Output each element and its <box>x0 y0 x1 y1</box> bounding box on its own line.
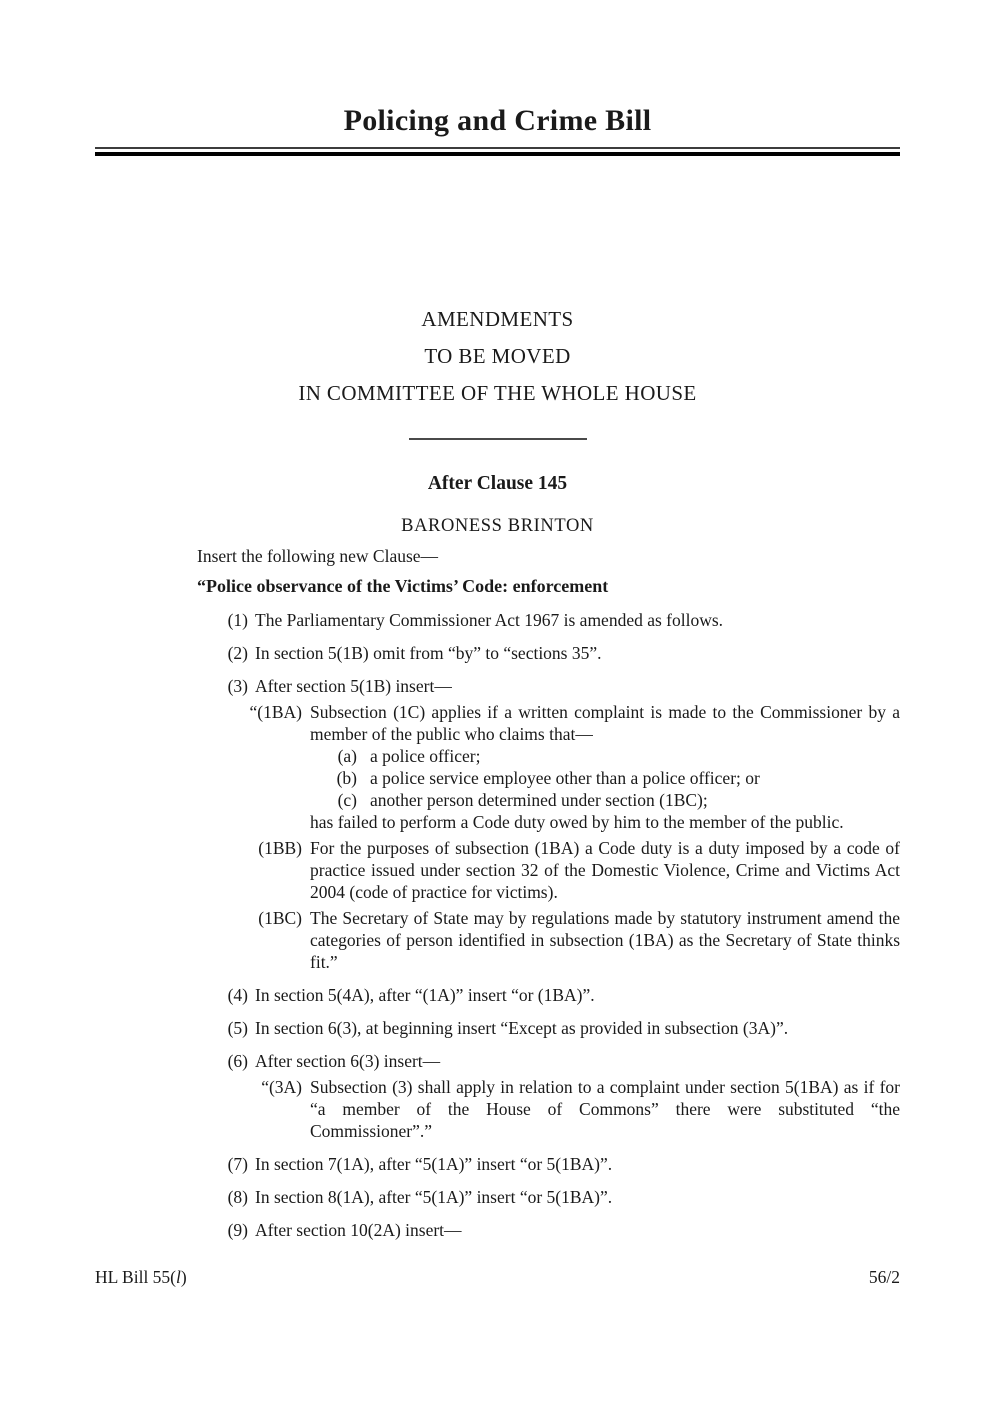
title-double-rule <box>95 147 900 156</box>
paragraph-letter: (b) <box>336 768 357 788</box>
bill-number <box>95 1266 187 1288</box>
paragraph-text: a police service employee other than a police officer; or <box>370 768 760 788</box>
subsection-number: (9) <box>227 1220 248 1240</box>
subsection-text: The Parliamentary Commissioner Act 1967 is amended as follows. <box>255 610 724 630</box>
inserted-subsection-number: “(3A) <box>261 1077 302 1097</box>
paragraph-b <box>95 767 900 789</box>
subsection-text: In section 7(1A), after “5(1A)” insert “or 5(1BA)”. <box>255 1154 613 1174</box>
page-footer <box>95 1266 900 1288</box>
insert-instruction: Insert the following new Clause— <box>197 546 439 566</box>
subsection-number: (8) <box>227 1187 248 1207</box>
subsection-text: In section 8(1A), after “5(1A)” insert “or 5(1BA)”. <box>255 1187 613 1207</box>
subsection-text: After section 6(3) insert— <box>255 1051 441 1071</box>
page-content <box>95 0 900 1241</box>
preamble-line-3: IN COMMITTEE OF THE WHOLE HOUSE <box>298 381 697 405</box>
new-clause-title: “Police observance of the Victims’ Code: enforcement <box>197 576 609 596</box>
paragraph-text: another person determined under section (1BC); <box>370 790 708 810</box>
subsection-5 <box>95 1017 900 1039</box>
subsection-6 <box>95 1050 900 1072</box>
subsection-text: After section 5(1B) insert— <box>255 676 452 696</box>
subsection-7 <box>95 1153 900 1175</box>
subsection-number: (3) <box>227 676 248 696</box>
sponsor-name: BARONESS BRINTON <box>401 516 594 536</box>
subsection-4 <box>95 984 900 1006</box>
bill-number-suffix: ) <box>180 1267 187 1287</box>
document-title: Policing and Crime Bill <box>343 104 652 137</box>
paragraph-a <box>95 745 900 767</box>
subsection-9 <box>95 1219 900 1241</box>
subsection-number: (6) <box>227 1051 248 1071</box>
paragraph-letter: (a) <box>337 746 357 766</box>
subsection-1 <box>95 609 900 631</box>
subsection-text: After section 10(2A) insert— <box>255 1220 462 1240</box>
inserted-subsection-number: (1BC) <box>258 908 302 928</box>
subsection-8 <box>95 1186 900 1208</box>
preamble-line-1: AMENDMENTS <box>421 307 574 331</box>
amendment-sheet-number: 56/2 <box>868 1267 900 1287</box>
inserted-subsection-text: For the purposes of subsection (1BA) a Code duty is a duty imposed by a code of practice issued under section 32 of the Domestic Violence, Crime and Victims Act 2004 (code of practice for victims). <box>310 838 900 902</box>
subsection-text: In section 6(3), at beginning insert “Except as provided in subsection (3A)”. <box>255 1018 789 1038</box>
subsection-number: (5) <box>227 1018 248 1038</box>
subsection-text: In section 5(4A), after “(1A)” insert “or (1BA)”. <box>255 985 595 1005</box>
subsection-2 <box>95 642 900 664</box>
inserted-subsection-1BC <box>95 907 900 973</box>
subsection-text: In section 5(1B) omit from “by” to “sections 35”. <box>255 643 602 663</box>
subsection-number: (4) <box>227 985 248 1005</box>
inserted-subsection-3A <box>95 1076 900 1142</box>
bill-number-italic: l <box>176 1267 181 1287</box>
bill-number-prefix: HL Bill 55( <box>95 1267 177 1287</box>
inserted-subsection-1BB <box>95 837 900 903</box>
inserted-subsection-number: (1BB) <box>258 838 302 858</box>
subsection-number: (2) <box>227 643 248 663</box>
inserted-subsection-number: “(1BA) <box>249 702 302 722</box>
subsection-number: (7) <box>227 1154 248 1174</box>
subsection-3 <box>95 675 900 697</box>
inserted-subsection-text: Subsection (1C) applies if a written complaint is made to the Commissioner by a member of the public who claims that— <box>310 702 900 744</box>
continuation-text: has failed to perform a Code duty owed by him to the member of the public. <box>310 812 844 832</box>
preamble-line-2: TO BE MOVED <box>424 344 571 368</box>
paragraph-c <box>95 789 900 811</box>
paragraph-text: a police officer; <box>370 746 481 766</box>
inserted-subsection-text: Subsection (3) shall apply in relation to a complaint under section 5(1BA) as if for “a member of the House of Commons” there were substituted “the Commissioner”.” <box>310 1077 900 1141</box>
subsection-number: (1) <box>227 610 248 630</box>
separator-rule <box>409 438 587 440</box>
paragraph-letter: (c) <box>337 790 357 810</box>
inserted-subsection-text: The Secretary of State may by regulations made by statutory instrument amend the categories of person identified in subsection (1BA) as the Secretary of State thinks fit.” <box>310 908 900 972</box>
amendment-heading: After Clause 145 <box>427 473 568 494</box>
inserted-subsection-1BA <box>95 701 900 745</box>
